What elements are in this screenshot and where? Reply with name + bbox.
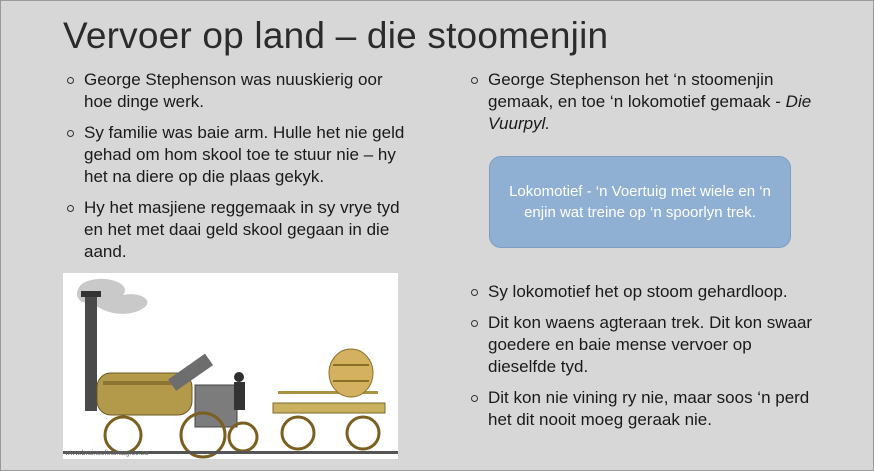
wheel [282,417,314,449]
watermark-text: www.brainsoftraining.co.za [65,450,149,457]
right-top-bullet-list [471,69,816,144]
engineer-head [234,372,244,382]
list-item [67,197,407,263]
bullet-text: Sy familie was baie arm. Hulle het nie geld gehad om hom skool toe te stuur nie – hy het na diere op die plaas gekyk. [84,123,405,186]
list-item [67,122,407,188]
bullet-text: George Stephenson was nuuskierig oor hoe dinge werk. [84,70,383,111]
locomotive-drawing [63,273,398,459]
list-item [471,69,816,135]
slide-title: Vervoer op land – die stoomenjin [63,15,609,56]
list-item [471,387,816,431]
bullet-text: Sy lokomotief het op stoom gehardloop. [488,282,788,301]
bullet-text [488,69,816,135]
locomotive-illustration [63,273,398,459]
chimney-top [81,291,101,297]
engineer-body [234,382,245,410]
wheel [347,417,379,449]
firebox [195,385,237,427]
bullet-text: Hy het masjiene reggemaak in sy vrye tyd en het met daai geld skool gegaan in die aand. [84,198,400,261]
bullet-text: Dit kon waens agteraan trek. Dit kon swaar goedere en baie mense vervoer op dieselfde tyd. [488,313,813,376]
list-item [67,69,407,113]
bullet-text: Dit kon nie vining ry nie, maar soos ‘n perd het dit nooit moeg geraak nie. [488,388,810,429]
list-item [471,312,816,378]
definition-text: Lokomotief - ‘n Voertuig met wiele en ‘n enjin wat treine op ‘n spoorlyn trek. [509,183,771,221]
tender-frame [273,403,385,413]
definition-box [489,156,791,248]
list-item [471,281,816,303]
barrel [329,349,373,397]
right-bottom-bullet-list [471,281,816,440]
wheel [105,417,141,453]
left-bullet-list [67,69,407,272]
bullet-text-main: George Stephenson het ‘n stoomenjin gemaak, en toe ‘n lokomotief gemaak - [488,70,786,111]
wheel [229,423,257,451]
chimney [85,293,97,411]
locomotive-name: Die Vuurpyl. [488,92,812,133]
